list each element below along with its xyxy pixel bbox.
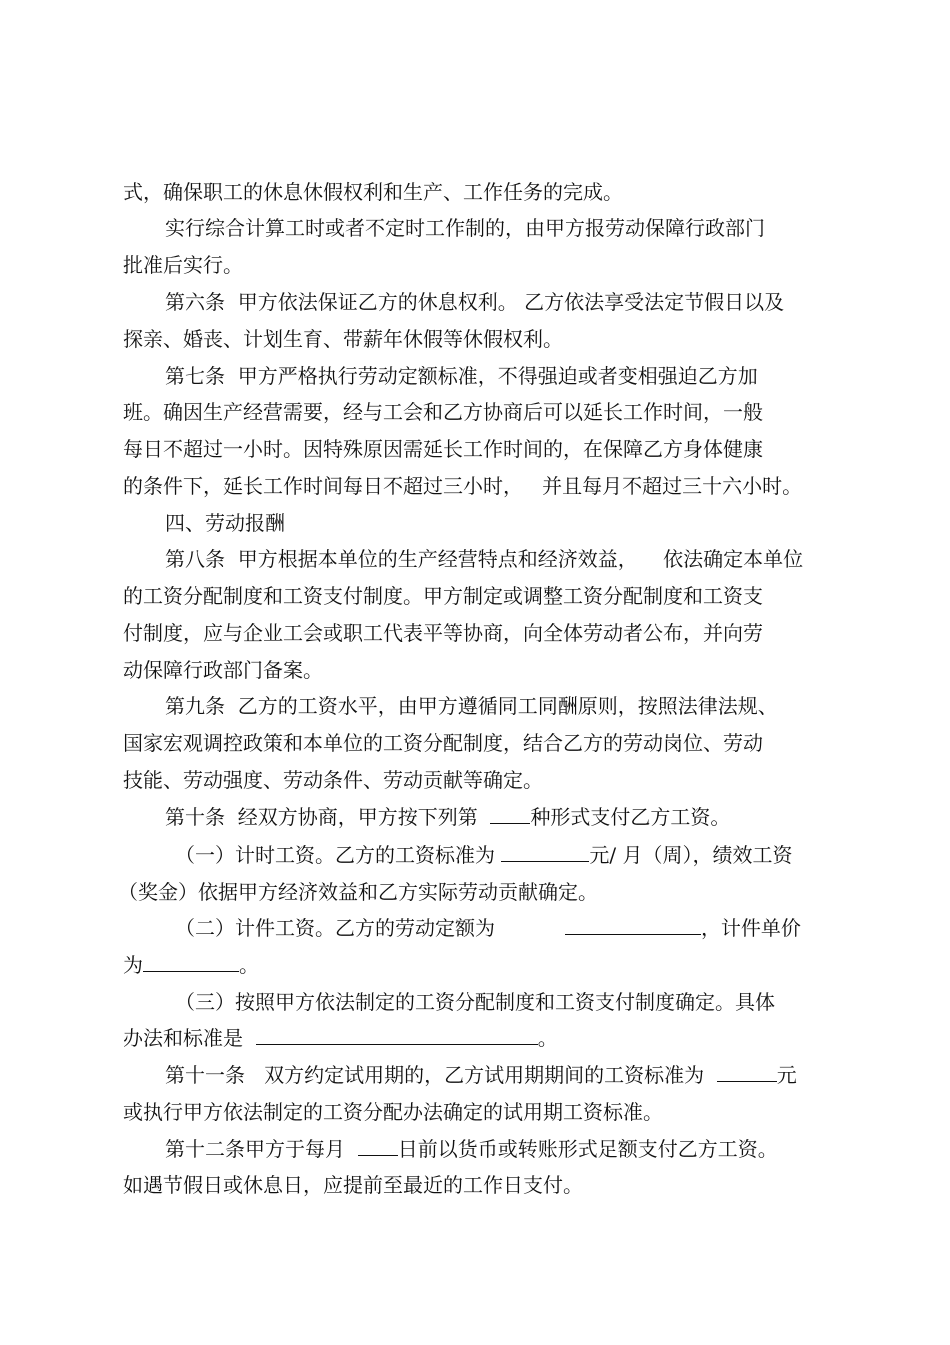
item-3-line-2 (123, 1026, 558, 1050)
text-line: 第八条 甲方根据本单位的生产经营特点和经济效益， 依法确定本单位 (165, 547, 804, 571)
text-line: 探亲、婚丧、计划生育、带薪年休假等休假权利。 (123, 327, 563, 351)
clause-11-text-b: 元 (776, 1063, 797, 1087)
text-line: 如遇节假日或休息日，应提前至最近的工作日支付。 (123, 1173, 583, 1197)
clause-12-text-a: 第十二条甲方于每月 (165, 1137, 358, 1161)
text-line: 每日不超过一小时。因特殊原因需延长工作时间的，在保障乙方身体健康 (123, 437, 763, 461)
text-line: 式，确保职工的休息休假权利和生产、工作任务的完成。 (123, 180, 623, 204)
text-line: 的工资分配制度和工资支付制度。甲方制定或调整工资分配制度和工资支 (123, 584, 763, 608)
probation-wage-blank[interactable] (717, 1063, 777, 1082)
text-line: 第六条 甲方依法保证乙方的休息权利。 乙方依法享受法定节假日以及 (165, 290, 785, 314)
clause-10-text-b: 种形式支付乙方工资。 (530, 805, 731, 829)
text-line: 班。确因生产经营需要，经与工会和乙方协商后可以延长工作时间，一般 (123, 400, 763, 424)
text-line: 第七条 甲方严格执行劳动定额标准，不得强迫或者变相强迫乙方加 (165, 364, 758, 388)
text-line: 批准后实行。 (123, 253, 243, 277)
form-number-blank[interactable] (490, 805, 530, 824)
clause-10-text-a: 第十条 经双方协商，甲方按下列第 (165, 805, 491, 829)
piece-rate-blank[interactable] (143, 953, 239, 972)
item-3-text-c: 。 (537, 1026, 558, 1050)
section-heading: 四、劳动报酬 (165, 511, 285, 535)
text-line: （奖金）依据甲方经济效益和乙方实际劳动贡献确定。 (118, 880, 598, 904)
item-2-text-c: 为 (123, 953, 143, 977)
item-1-text-b: 元/ 月（周），绩效工资 (589, 843, 793, 867)
text-line: 或执行甲方依法制定的工资分配办法确定的试用期工资标准。 (123, 1100, 663, 1124)
clause-12-text-b: 日前以货币或转账形式足额支付乙方工资。 (397, 1137, 778, 1161)
item-2-line (175, 916, 801, 940)
text-line: 的条件下，延长工作时间每日不超过三小时， 并且每月不超过三十六小时。 (123, 474, 803, 498)
item-1-line (175, 843, 792, 867)
text-line: 第九条 乙方的工资水平，由甲方遵循同工同酬原则，按照法律法规、 (165, 694, 778, 718)
item-2-text-b: ，计件单价 (700, 916, 801, 940)
method-standard-blank[interactable] (256, 1026, 538, 1045)
text-line: 国家宏观调控政策和本单位的工资分配制度，结合乙方的劳动岗位、劳动 (123, 731, 763, 755)
item-3-text-b: 办法和标准是 (123, 1026, 256, 1050)
item-2-text-a: （二）计件工资。乙方的劳动定额为 (175, 916, 565, 940)
hourly-wage-blank[interactable] (501, 843, 589, 862)
item-2-text-d: 。 (239, 953, 259, 977)
clause-12-line (165, 1137, 778, 1161)
text-line: （三）按照甲方依法制定的工资分配制度和工资支付制度确定。具体 (175, 990, 775, 1014)
text-line: 实行综合计算工时或者不定时工作制的，由甲方报劳动保障行政部门 (165, 216, 765, 240)
item-1-text-a: （一）计时工资。乙方的工资标准为 (175, 843, 502, 867)
text-line: 动保障行政部门备案。 (123, 658, 323, 682)
clause-10-line (165, 805, 730, 829)
text-line: 付制度，应与企业工会或职工代表平等协商，向全体劳动者公布，并向劳 (123, 621, 763, 645)
clause-11-line (165, 1063, 797, 1087)
text-line: 技能、劳动强度、劳动条件、劳动贡献等确定。 (123, 768, 543, 792)
pay-day-blank[interactable] (358, 1137, 398, 1156)
item-2-line-2 (123, 953, 259, 977)
clause-11-text-a: 第十一条 双方约定试用期的，乙方试用期期间的工资标准为 (165, 1063, 717, 1087)
labor-quota-blank[interactable] (565, 916, 701, 935)
